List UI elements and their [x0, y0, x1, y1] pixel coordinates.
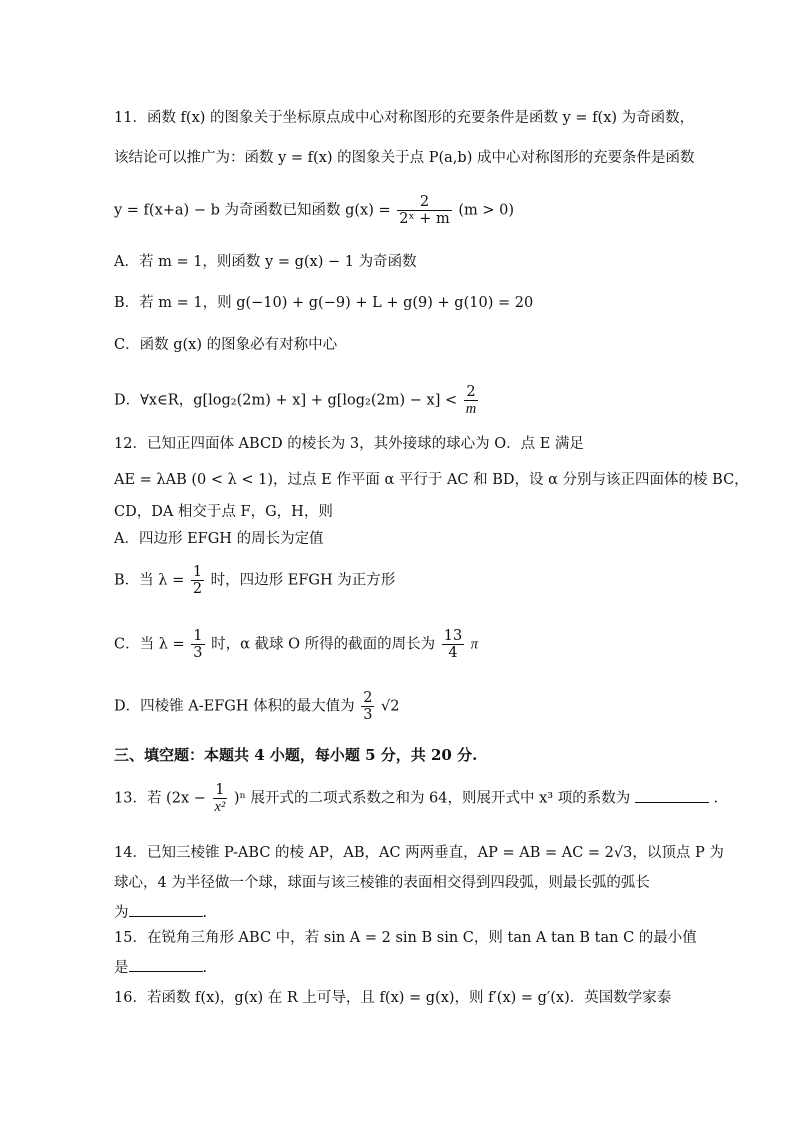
q12-d-fraction [361, 690, 374, 723]
q12-b-fraction [191, 564, 204, 597]
q13-num: 1 [213, 782, 228, 799]
q12-line1: 12．已知正四面体 ABCD 的棱长为 3，其外接球的球心为 O．点 E 满足 [114, 436, 584, 452]
q14-end: . [202, 905, 208, 921]
q15-line1: 15．在锐角三角形 ABC 中，若 sin A = 2 sin B sin C，则 tan A tan B tan C 的最小值 [114, 930, 697, 946]
q11-option-b: B．若 m = 1，则 g(−10) + g(−9) + L + g(9) + g(10) = 20 [114, 295, 534, 311]
q11-option-c: C．函数 g(x) 的图象必有对称中心 [114, 337, 338, 353]
q11-option-a: A．若 m = 1，则函数 y = g(x) − 1 为奇函数 [114, 254, 417, 270]
q11-option-d-fraction [464, 384, 478, 417]
q12-d-pre: D．四棱锥 A-EFGH 体积的最大值为 [114, 698, 355, 715]
q14-line3-text: 为 [114, 905, 129, 921]
q15-line2-text: 是 [114, 960, 129, 976]
q12-line2: AE = λAB (0 < λ < 1)，过点 E 作平面 α 平行于 AC 和 BD，设 α 分别与该正四面体的棱 BC， [114, 472, 749, 488]
q11-line1: 11．函数 f(x) 的图象关于坐标原点成中心对称图形的充要条件是函数 y = f(x) 为奇函数， [114, 110, 695, 126]
q14-answer-blank[interactable] [129, 902, 203, 917]
q11-d-num: 2 [464, 384, 478, 401]
q15-end: . [202, 960, 208, 976]
q13-fraction [213, 782, 228, 815]
q11-line3-post: (m > 0) [458, 202, 515, 219]
q12-c-num: 1 [193, 628, 203, 644]
q16-line1: 16．若函数 f(x)，g(x) 在 R 上可导，且 f(x) = g(x)，则 f′(x) = g′(x)．英国数学家泰 [114, 990, 672, 1006]
q13-pre: 13．若 (2x − [114, 790, 206, 807]
q12-b-post: 时，四边形 EFGH 为正方形 [210, 572, 396, 589]
q12-c-mid: 时，α 截球 O 所得的截面的周长为 [211, 636, 436, 653]
q12-option-d [114, 690, 400, 723]
q11-option-d [114, 384, 480, 417]
q12-c-den2: 4 [448, 645, 458, 661]
q11-fraction [397, 194, 452, 227]
q13-answer-blank[interactable] [635, 788, 709, 803]
q12-c-post: π [470, 636, 479, 653]
q12-b-pre: B．当 λ = [114, 572, 185, 589]
q11-frac-num: 2 [397, 194, 452, 211]
q13-post: )ⁿ 展开式的二项式系数之和为 64，则展开式中 x³ 项的系数为 [233, 790, 631, 807]
q12-option-a: A．四边形 EFGH 的周长为定值 [114, 531, 324, 547]
q11-frac-den: 2ˣ + m [399, 211, 450, 227]
q12-c-num2: 13 [443, 628, 463, 644]
q12-c-fraction2 [442, 628, 464, 661]
q14-line1: 14．已知三棱锥 P-ABC 的棱 AP，AB，AC 两两垂直，AP = AB = AC = 2√3，以顶点 P 为 [114, 845, 724, 861]
q12-b-den: 2 [192, 581, 203, 597]
q12-option-b [114, 564, 395, 597]
q12-d-post: √2 [381, 698, 400, 715]
q12-line3: CD，DA 相交于点 F，G，H，则 [114, 504, 333, 520]
q11-line2: 该结论可以推广为：函数 y = f(x) 的图象关于点 P(a,b) 成中心对称图形的充要条件是函数 [114, 150, 695, 166]
q15-answer-blank[interactable] [129, 957, 203, 972]
q12-b-num: 1 [192, 564, 203, 580]
q12-option-c [114, 628, 478, 661]
q14-line2: 球心，4 为半径做一个球，球面与该三棱锥的表面相交得到四段弧，则最长弧的弧长 [114, 875, 650, 891]
q11-line3-pre: y = f(x+a) − b 为奇函数已知函数 g(x) = [114, 202, 391, 219]
q13-den: x² [214, 799, 226, 815]
q11-d-den: m [465, 401, 477, 417]
q13 [114, 782, 718, 815]
q11-option-d-pre: D．∀x∈R，g[log₂(2m) + x] + g[log₂(2m) − x] < [114, 392, 458, 409]
q11-line3 [114, 194, 514, 227]
q13-end: . [713, 790, 719, 807]
section-heading: 三、填空题：本题共 4 小题，每小题 5 分，共 20 分. [114, 746, 478, 764]
q12-c-den: 3 [193, 645, 203, 661]
q15-line2 [114, 957, 207, 978]
q12-d-num: 2 [363, 690, 373, 706]
q12-c-pre: C．当 λ = [114, 636, 185, 653]
q14-line3 [114, 902, 207, 923]
q12-d-den: 3 [363, 707, 373, 723]
q12-c-fraction [191, 628, 204, 661]
